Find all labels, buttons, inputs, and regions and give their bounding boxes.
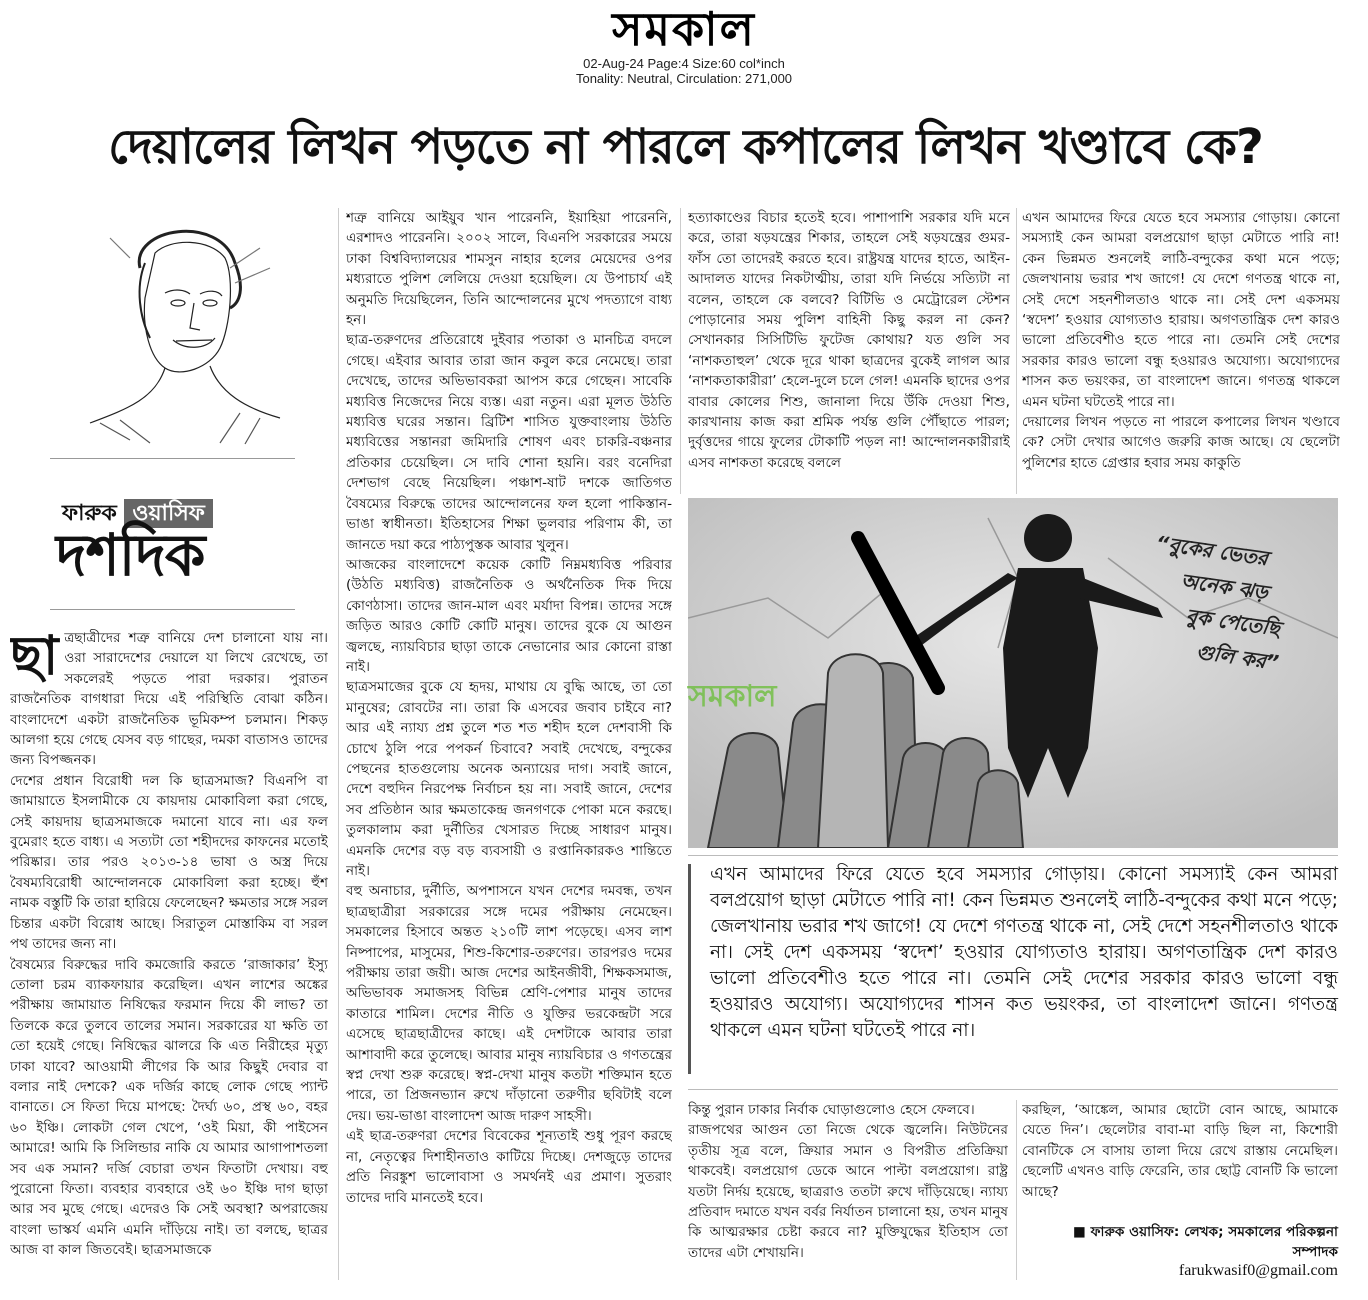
drop-cap: ছা: [10, 628, 59, 687]
article-paragraph: রাজপথের আগুন তো নিজে থেকে জ্বলেনি। নিউটনের তৃতীয় সূত্র বলে, ক্রিয়ার সমান ও বিপরীত প্রতিক্রিয়া থাকবেই। বলপ্রয়োগ ডেকে আনে পাল্টা বলপ্রয়োগ। রাষ্ট্র যতটা নির্দয় হয়েছে, ছাত্ররাও ততটা রুখে দাঁড়িয়েছে। ন্যায্য প্রতিবাদ দমাতে যখন বর্বর নির্যাতন চালানো হয়, তখন মানুষ কি আত্মরক্ষার চেষ্টা করবে না? মুক্তিযুদ্ধের ইতিহাস তো তাদের এটা শেখায়নি।: [688, 1122, 1008, 1261]
article-column-2: [346, 208, 672, 1280]
article-column-4: [1022, 208, 1340, 494]
article-paragraph: করছিল, ‘আঙ্কেল, আমার ছোটো বোন আছে, আমাকে যেতে দিন’। ছেলেটার বাবা-মা বাড়ি ছিল না, কিশোরী বোনটিকে সে বাসায় তালা দিয়ে রেখে রাস্তায় নেমেছিল। ছেলেটি এখনও বাড়ি ফেরেনি, তার ছোট্ট বোনটি কি ভালো আছে?: [1022, 1102, 1338, 1200]
clip-meta-line1: 02-Aug-24 Page:4 Size:60 col*inch: [583, 56, 785, 71]
masthead: [0, 2, 1368, 86]
author-first-name: ফারুক: [62, 501, 117, 526]
graffiti-line: “বুকের ভেতর: [1154, 530, 1270, 571]
column-rule: [338, 208, 339, 1280]
author-email: farukwasif0@gmail.com: [1178, 1262, 1338, 1279]
article-paragraph: এখন আমাদের ফিরে যেতে হবে সমস্যার গোড়ায়। কোনো সমস্যাই কেন আমরা বলপ্রয়োগ ছাড়া মেটাতে পারি না! কেন ভিন্নমত শুনলেই লাঠি-বন্দুকের কথা মনে পড়ে; জেলখানায় ভরার শখ জাগে! যে দেশে গণতন্ত্র থাকে না, সেই দেশে সহনশীলতাও থাকে না। সেই দেশ একসময় ‘স্বদেশ’ হওয়ার যোগ্যতাও হারায়। অগণতান্ত্রিক দেশ কারও ভালো প্রতিবেশীও হতে পারে না। তেমনি সেই দেশের সরকার কারও ভালো বন্ধু হওয়ারও অযোগ্য। অযোগ্যদের শাসন কত ভয়ংকর, তা বাংলাদেশ জানে। গণতন্ত্র থাকলে এমন ঘটনা ঘটতেই পারে না।: [1022, 210, 1340, 410]
article-paragraph: বৈষম্যের বিরুদ্ধের দাবি কমজোরি করতে ‘রাজাকার’ ইস্যু তোলা চরম ব্যাকফায়ার করেছিল। এখন লাশের অঙ্কের পরীক্ষায় জামায়াত নিষিদ্ধের ফরমান দিয়ে কী লাভ? তা তিলকে করে তুলবে তালের সমান। সরকারের যা ক্ষতি তা তো হয়েই গেছে। নিষিদ্ধের ঝালরে কি এত নিরীহের মৃত্যু ঢাকা যাবে? আওয়ামী লীগের কি আর কিছুই দেবার বা বলার নাই দেশকে? এক দর্জির কাছে লোক গেছে প্যান্ট বানাতে। সে ফিতা দিয়ে মাপছে: দৈর্ঘ্য ৬০, প্রস্থ ৬০, বহর ৬০ ইঞ্চি। লোকটা গেল খেপে, ‘ওই মিয়া, কী পাইসেন আমারে! আমি কি সিলিন্ডার নাকি যে আমার আগাপাশতলা সব এক সমান? দর্জি বেচারা তখন ফিতাটা দেখায়। বহু পুরোনো ফিতা। ব্যবহার ব্যবহারে ওই ৬০ ইঞ্চি দাগ ছাড়া আর সব মুছে গেছে। এদেরও কি সেই অবস্থা? অপরাজেয় বাংলা ভাস্কর্য এমনি এমনি দাঁড়িয়ে নাই। তা বলছে, ছাত্রর আজ বা কাল জিতবেই। ছাত্রসমাজকে: [10, 956, 328, 1259]
clip-meta-line2: Tonality: Neutral, Circulation: 271,000: [575, 71, 793, 86]
pull-quote-bar: [688, 864, 691, 1074]
column-rule: [1016, 208, 1017, 494]
article-paragraph: শত্রু বানিয়ে আইয়ুব খান পারেননি, ইয়াহিয়া পারেননি, এরশাদও পারেননি। ২০০২ সালে, বিএনপি সরকারের সময়ে ঢাকা বিশ্ববিদ্যালয়ের শামসুন নাহার হলের মেয়েদের ওপর মধ্যরাতে পুলিশ লেলিয়ে দেওয়া হয়েছিল। যে উপাচার্য এই অনুমতি দিয়েছিলেন, তিনি আন্দোলনের মুখে পদত্যাগে বাধ্য হন।: [346, 210, 672, 329]
article-column-1: [10, 628, 328, 1280]
pull-quote-text: এখন আমাদের ফিরে যেতে হবে সমস্যার গোড়ায়। কোনো সমস্যাই কেন আমরা বলপ্রয়োগ ছাড়া মেটাতে পারি না! কেন ভিন্নমত শুনলেই লাঠি-বন্দুকের কথা মনে পড়ে; জেলখানায় ভরার শখ জাগে! যে দেশে গণতন্ত্র থাকে না, সেই দেশে সহনশীলতাও থাকে না। সেই দেশ একসময় ‘স্বদেশ’ হওয়ার যোগ্যতাও হারায়। অগণতান্ত্রিক দেশ কারও ভালো প্রতিবেশীও হতে পারে না। তেমনি সেই দেশের সরকার কারও ভালো বন্ধু হওয়ারও অযোগ্য। অযোগ্যদের শাসন কত ভয়ংকর, তা বাংলাদেশ জানে। গণতন্ত্র থাকলে এমন ঘটনা ঘটতেই পারে না।: [710, 864, 1338, 1041]
article-paragraph: ছাত্রসমাজের বুকে যে হৃদয়, মাথায় যে বুদ্ধি আছে, তা তো মানুষের; রোবটের না। তারা কি এসবের জবাব চাইবে না? আর এই ন্যায্য প্রশ্ন তুলে শত শত শহীদ হলে দেশবাসী কি চোখে ঠুলি পরে পপকর্ন চিবাবে? সবাই দেখেছে, বন্দুকের পেছনের হাতগুলোয় অনেক অন্যায়ের দাগ। সবাই জানে, দেশে বহুদিন নিরপেক্ষ নির্বাচন হয় না। সবাই জানে, দেশের সব প্রতিষ্ঠান আর ক্ষমতাকেন্দ্র জনগণকে পোকা মনে করছে। তুলকালাম করা দুর্নীতির খেসারত দিচ্ছে সাধারণ মানুষ। এমনকি দেশের বড় বড় ব্যবসায়ী ও রপ্তানিকারকও শান্তিতে নাই।: [346, 679, 672, 879]
author-last-name: ওয়াসিফ: [124, 499, 212, 528]
newspaper-logo: সমকাল: [612, 2, 756, 56]
column-rule: [680, 208, 681, 494]
article-paragraph: ত্রছাত্রীদের শত্রু বানিয়ে দেশ চালানো যায় না। ওরা সারাদেশের দেয়ালে যা লিখে রেখেছে, তা সকলেরই পড়তে পারা দরকার। পুরাতন রাজনৈতিক বাগধারা দিয়ে এই পরিস্থিতি বোঝা কঠিন। বাংলাদেশে একটা রাজনৈতিক ভূমিকম্প চলমান। শিকড় আলগা হয়ে গেছে যেসব বড় গাছের, দমকা বাতাসও তাদের জন্য বিপজ্জনক।: [10, 630, 328, 769]
article-paragraph: দেয়ালের লিখন পড়তে না পারলে কপালের লিখন খণ্ডাবে কে? সেটা দেখার আগেও জরুরি কাজ আছে। যে ছেলেটা পুলিশের হাতে গ্রেপ্তার হবার সময় কাকুতি: [1022, 414, 1340, 471]
graffiti-line: গুলি কর”: [1194, 639, 1281, 675]
column-rule: [1016, 1100, 1017, 1280]
article-column-3-continued: [688, 1100, 1008, 1280]
column-title: দশদিক: [56, 521, 205, 589]
newspaper-watermark: সমকাল: [688, 679, 777, 714]
author-credit: ■ ফারুক ওয়াসিফ: লেখক; সমকালের পরিকল্পনা সম্পাদক: [1073, 1224, 1338, 1260]
graffiti-line: অনেক ঝড়: [1179, 568, 1270, 605]
article-paragraph: বহু অনাচার, দুর্নীতি, অপশাসনে যখন দেশের দমবন্ধ, তখন ছাত্রছাত্রীরা সরকারের সঙ্গে দমের পরীক্ষায় নেমেছেন। সমকালের হিসাবে অন্তত ২১০টি লাশ পড়েছে। এসব লাশ নিষ্পাপের, মাসুমের, শিশু-কিশোর-তরুণের। তারপরও দমের পরীক্ষায় তারা জয়ী। আজ দেশের আইনজীবী, শিক্ষকসমাজ, অভিভাবক সমাজসহ বিভিন্ন শ্রেণি-পেশার মানুষ তাদের কাতারে শামিল। দেশের নীতি ও যুক্তির ভরকেন্দ্রটা সরে এসেছে ছাত্রছাত্রীদের কাছে। এই দেশটাকে আবার তারা আশাবাদী করে তুলেছে। আবার মানুষ ন্যায়বিচার ও গণতন্ত্রের স্বপ্ন দেখা শুরু করেছে। স্বপ্ন-দেখা মানুষ কতটা শক্তিমান হতে পারে, তা প্রিজনভ্যান রুখে দাঁড়ানো তরুণীর ছবিটাই বলে দেয়। ভয়-ভাঙা বাংলাদেশ আজ দারুণ সাহসী।: [346, 883, 672, 1124]
wall-graffiti-text: [1139, 526, 1338, 686]
article-paragraph: হত্যাকাণ্ডের বিচার হতেই হবে। পাশাপাশি সরকার যদি মনে করে, তারা ষড়যন্ত্রের শিকার, তাহলে সেই ষড়যন্ত্রের গুমর-ফাঁস তো তাদেরই করতে হবে। রাষ্ট্রযন্ত্র যাদের হাতে, আইন-আদালত যাদের নিকটাত্মীয়, তারা যদি নির্ভয়ে সত্যিটা না বলেন, তাহলে কে বলবে? বিটিভি ও মেট্রোরেল স্টেশন পোড়ানোর সময় পুলিশ বাহিনী কিছু করল না কেন? সেখানকার সিসিটিভি ফুটেজ কোথায়? যত গুলি সব ‘নাশকতাহুল’ থেকে দূরে থাকা ছাত্রদের বুকেই লাগল আর ‘নাশকতাকারীরা’ হেলে-দুলে চলে গেল! এমনকি ছাদের ওপর বাবার কোলের শিশু, জানালা দিয়ে উঁকি দেওয়া শিশু, কারখানায় কাজ করা শ্রমিক পর্যন্ত গুলি পৌঁছাতে পারল; দুর্বৃত্তদের গায়ে ফুলের টোকাটি পড়ল না! আন্দোলনকারীরাই এসব নাশকতা করেছে বললে: [688, 210, 1010, 471]
protest-illustration: [688, 498, 1338, 848]
article-paragraph: কিন্তু পুরান ঢাকার নির্বাক ঘোড়াগুলোও হেসে ফেলবে।: [688, 1102, 975, 1118]
article-column-4-continued: [1022, 1100, 1338, 1210]
article-paragraph: আজকের বাংলাদেশে কয়েক কোটি নিম্নমধ্যবিত্ত পরিবার (উঠতি মধ্যবিত্ত) রাজনৈতিক ও অর্থনৈতিক দিক দিয়ে কোণঠাসা। তাদের জান-মাল এবং মর্যাদা বিপন্ন। তাদের সঙ্গে জড়িত আরও কোটি কোটি মানুষ। তাদের বুকে যে আগুন জ্বলছে, ন্যায়বিচার ছাড়া তাকে নেভানোর আর কোনো রাস্তা নাই।: [346, 556, 672, 675]
pull-quote: [688, 855, 1338, 1090]
graffiti-line: বুক পেতেছি: [1184, 603, 1282, 641]
article-column-3: [688, 208, 1010, 494]
author-portrait-sketch: [70, 208, 290, 448]
article-headline: দেয়ালের লিখন পড়তে না পারলে কপালের লিখন খণ্ডাবে কে?: [108, 119, 1263, 175]
article-paragraph: ছাত্র-তরুণদের প্রতিরোধে দুইবার পতাকা ও মানচিত্র বদলে গেছে। এইবার আবার তারা জান কবুল করে নেমেছে। তারা দেখেছে, তাদের অভিভাবকরা আপস করে গেছেন। সাবেকি মধ্যবিত্ত নিজেদের নিয়ে ব্যস্ত। এরা নতুন। এরা মূলত উঠতি মধ্যবিত্ত ঘরের সন্তান। ব্রিটিশ শাসিত যুক্তবাংলায় উঠতি মধ্যবিত্তের সন্তানরা জমিদারি শোষণ এবং চাকরি-বঞ্চনার প্রতিকার চেয়েছিল। সে দাবি শোনা হয়নি। বরং বনেদিরা দেশভাগ বেছে নিয়েছিল। পঞ্চাশ-ষাট দশকে জাতিগত বৈষম্যের বিরুদ্ধে তাদের আন্দোলনের ফল হলো পাকিস্তান-ভাঙা স্বাধীনতা। ইতিহাসের শিক্ষা ভুলবার পরিণাম কী, তা জানতে দয়া করে পাঠ্যপুস্তক আবার খুলুন।: [346, 332, 672, 553]
article-paragraph: দেশের প্রধান বিরোধী দল কি ছাত্রসমাজ? বিএনপি বা জামায়াতে ইসলামীকে যে কায়দায় মোকাবিলা করা গেছে, সেই কায়দায় ছাত্রসমাজকে দমানো যাবে না। এর ফল বুমেরাং হতে বাধ্য। এ সত্যটা তো শহীদদের কাফনের মতোই পরিষ্কার। তার পরও ২০১৩-১৪ ভাষা ও অস্ত্র দিয়ে বৈষম্যবিরোধী আন্দোলনকে মোকাবিলা করা হচ্ছে। হুঁশ নামক বস্তুটি কি তারা হারিয়ে ফেলেছেন? ক্ষমতার সঙ্গে সরল চিন্তার একটা বিরোধ আছে। সিরাতুল মোস্তাকিম বা সরল পথ তাদের জন্য না।: [10, 772, 328, 953]
article-paragraph: এই ছাত্র-তরুণরা দেশের বিবেকের শূন্যতাই শুধু পূরণ করছে না, নেতৃত্বের দিশাহীনতাও কাটিয়ে দিচ্ছে। দেশজুড়ে তাদের প্রতি নিরঙ্কুশ ভালোবাসা ও সমর্থনই এর প্রমাণ। সুতরাং তাদের দাবি মানতেই হবে।: [346, 1128, 672, 1206]
